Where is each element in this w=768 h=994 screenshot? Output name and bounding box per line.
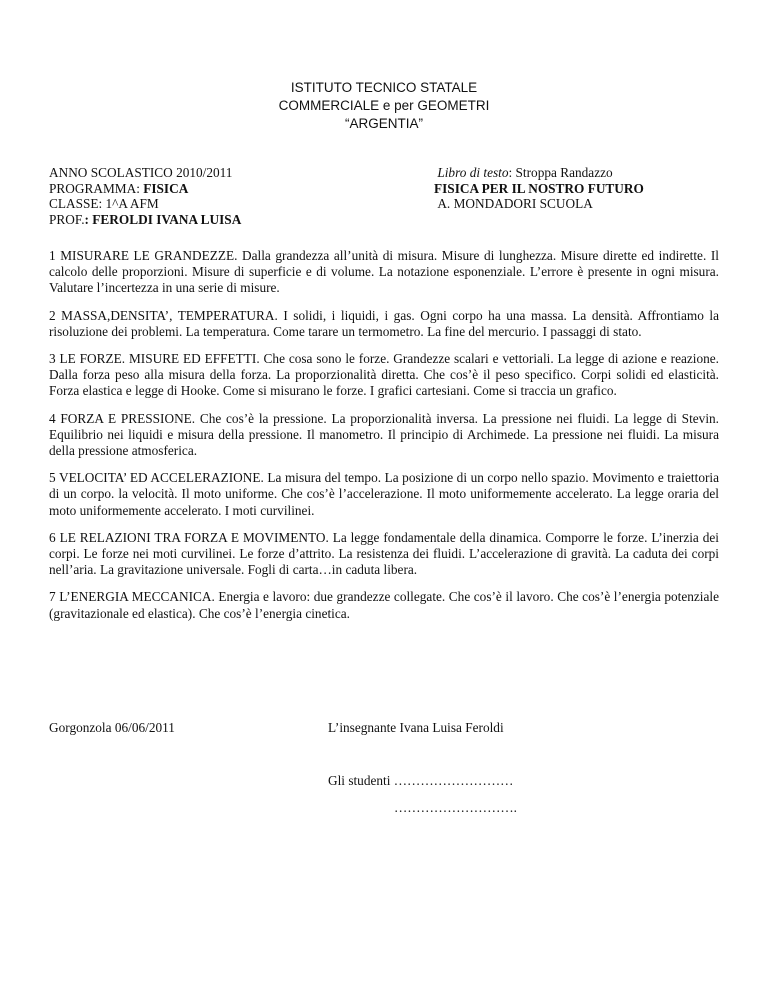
school-year: ANNO SCOLASTICO 2010/2011 — [49, 165, 233, 180]
teacher-name: : FEROLDI IVANA LUISA — [84, 211, 242, 227]
textbook-info — [434, 165, 644, 212]
school-name-line1: ISTITUTO TECNICO STATALE — [290, 80, 478, 95]
program-sections — [49, 248, 719, 633]
program-subject: FISICA — [143, 180, 189, 196]
course-info — [49, 165, 241, 227]
class-line: CLASSE: 1^A AFM — [49, 196, 159, 211]
teacher-label: PROF. — [49, 211, 85, 227]
footer-date: Gorgonzola 06/06/2011 — [49, 720, 175, 735]
footer-teacher-signature: L’insegnante Ivana Luisa Feroldi — [328, 720, 504, 735]
teacher-line — [49, 212, 241, 228]
school-header — [0, 79, 768, 133]
section-4: 4 FORZA E PRESSIONE. Che cos’è la pressione. La proporzionalità inversa. La pressione nei fluidi. La legge di Stevin. Equilibrio nei liquidi e misura della pressione. Il manometro. Il principio di Archimede. La pressione nei fluidi. La misura della pressione atmosferica. — [49, 410, 719, 459]
section-2: 2 MASSA,DENSITA’, TEMPERATURA. I solidi, i liquidi, i gas. Ogni corpo ha una massa. La densità. Affrontiamo la risoluzione dei problemi. La temperatura. Come tarare un termometro. La fine del mercurio. I passaggi di stato. — [49, 307, 719, 339]
textbook-publisher: A. MONDADORI SCUOLA — [437, 196, 593, 211]
footer-students-signature: Gli studenti ……………………… — [328, 773, 514, 788]
section-7: 7 L’ENERGIA MECCANICA. Energia e lavoro: due grandezze collegate. Che cos’è il lavoro. Che cos’è l’energia potenziale (gravitazionale ed elastica). Che cos’è l’energia cinetica. — [49, 589, 719, 621]
textbook-line — [434, 165, 644, 181]
section-5: 5 VELOCITA’ ED ACCELERAZIONE. La misura del tempo. La posizione di un corpo nello spazio. Movimento e traiettoria di un corpo. la velocità. Il moto uniforme. Che cos’è l’accelerazione. Il moto uniformemente accelerato. La legge oraria del moto uniformemente accelerato. I moti curvilinei. — [49, 470, 719, 518]
textbook-title: FISICA PER IL NOSTRO FUTURO — [434, 180, 644, 196]
textbook-label: Libro di testo — [437, 165, 509, 180]
program-label: PROGRAMMA: — [49, 180, 144, 196]
section-1: 1 MISURARE LE GRANDEZZE. Dalla grandezza all’unità di misura. Misure di lunghezza. Misure dirette ed indirette. Il calcolo delle proporzioni. Misure di superficie e di volume. La notazione esponenziale. L’errore è presente in ogni misura. Valutare l’incertezza in una serie di misure. — [49, 248, 719, 296]
textbook-authors: : Stroppa Randazzo — [508, 165, 613, 180]
footer-signature-line: ………………………. — [394, 800, 517, 815]
school-name-line3: “ARGENTIA” — [344, 116, 423, 131]
program-line — [49, 181, 241, 197]
section-6: 6 LE RELAZIONI TRA FORZA E MOVIMENTO. La legge fondamentale della dinamica. Comporre le forze. L’inerzia dei corpi. Le forze nei moti curvilinei. Le forze d’attrito. La resistenza dei fluidi. L’accelerazione di gravità. La caduta dei corpi nell’aria. La gravitazione universale. Fogli di carta…in caduta libera. — [49, 529, 719, 578]
school-name-line2: COMMERCIALE e per GEOMETRI — [278, 98, 490, 113]
section-3: 3 LE FORZE. MISURE ED EFFETTI. Che cosa sono le forze. Grandezze scalari e vettoriali. La legge di azione e reazione. Dalla forza peso alla misura della forza. La proporzionalità diretta. Che cos’è il peso specifico. Corpi solidi ed elasticità. Forza elastica e legge di Hooke. Come si misurano le forze. I grafici cartesiani. Come si traccia un grafico. — [49, 351, 719, 399]
